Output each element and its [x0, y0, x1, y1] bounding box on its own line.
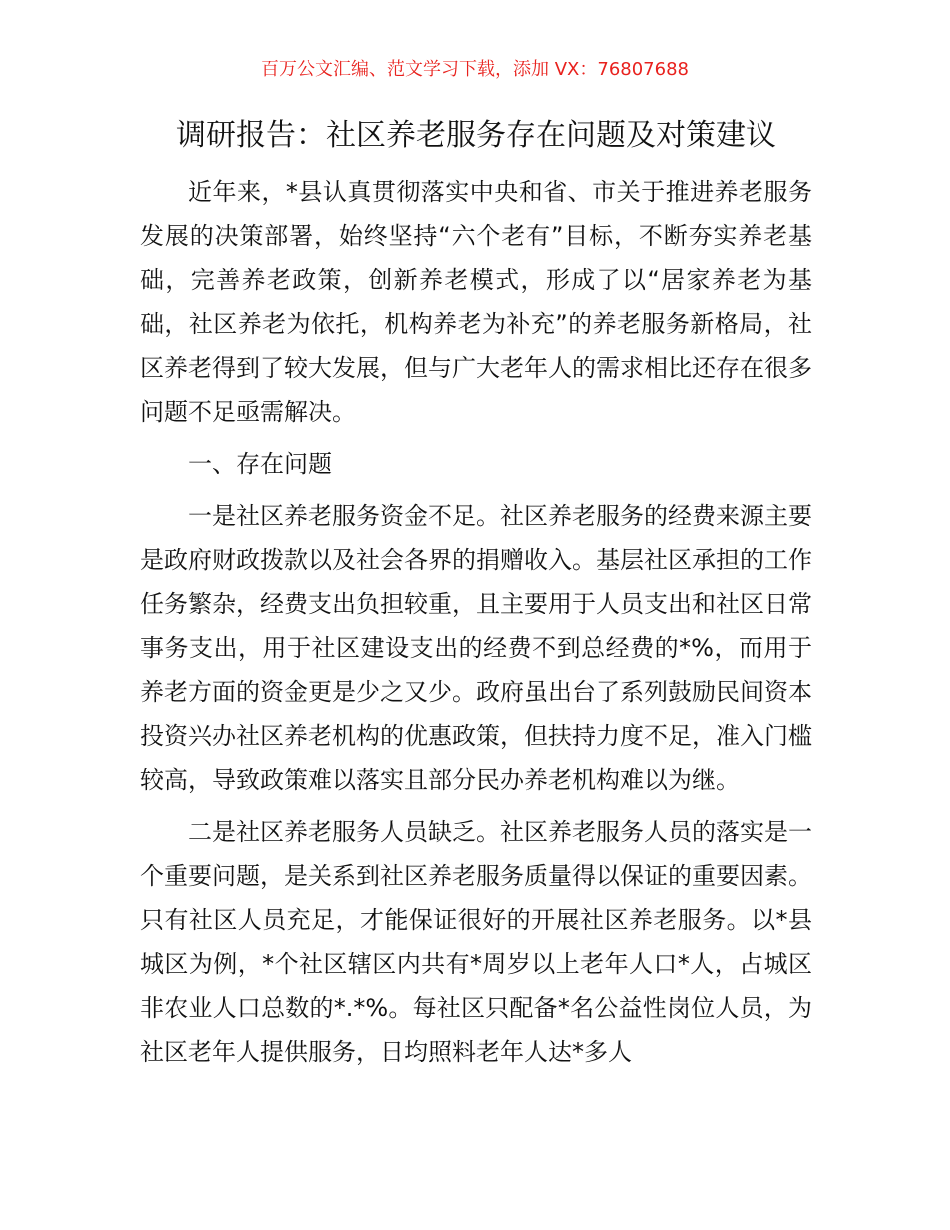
header-watermark: 百万公文汇编、范文学习下载，添加 VX：76807688 — [261, 59, 689, 80]
document-title: 调研报告：社区养老服务存在问题及对策建议 — [176, 118, 776, 153]
intro-paragraph: 近年来，*县认真贯彻落实中央和省、市关于推进养老服务发展的决策部署，始终坚持“六个老有”目标，不断夯实养老基础，完善养老政策，创新养老模式，形成了以“居家养老为基础，社区养老为依托，机构养老为补充”的养老服务新格局，社区养老得到了较大发展，但与广大老年人的需求相比还存在很多问题不足亟需解决。 — [140, 178, 812, 426]
document-body — [140, 170, 812, 1082]
section-heading: 一、存在问题 — [188, 450, 332, 478]
problem-paragraph-1: 一是社区养老服务资金不足。社区养老服务的经费来源主要是政府财政拨款以及社会各界的捐赠收入。基层社区承担的工作任务繁杂，经费支出负担较重，且主要用于人员支出和社区日常事务支出，用于社区建设支出的经费不到总经费的*%，而用于养老方面的资金更是少之又少。政府虽出台了系列鼓励民间资本投资兴办社区养老机构的优惠政策，但扶持力度不足，准入门槛较高，导致政策难以落实且部分民办养老机构难以为继。 — [140, 502, 812, 794]
problem-paragraph-2: 二是社区养老服务人员缺乏。社区养老服务人员的落实是一个重要问题，是关系到社区养老服务质量得以保证的重要因素。只有社区人员充足，才能保证很好的开展社区养老服务。以*县城区为例，*个社区辖区内共有*周岁以上老年人口*人，占城区非农业人口总数的*.*%。每社区只配备*名公益性岗位人员，为社区老年人提供服务，日均照料老年人达*多人 — [140, 818, 812, 1066]
